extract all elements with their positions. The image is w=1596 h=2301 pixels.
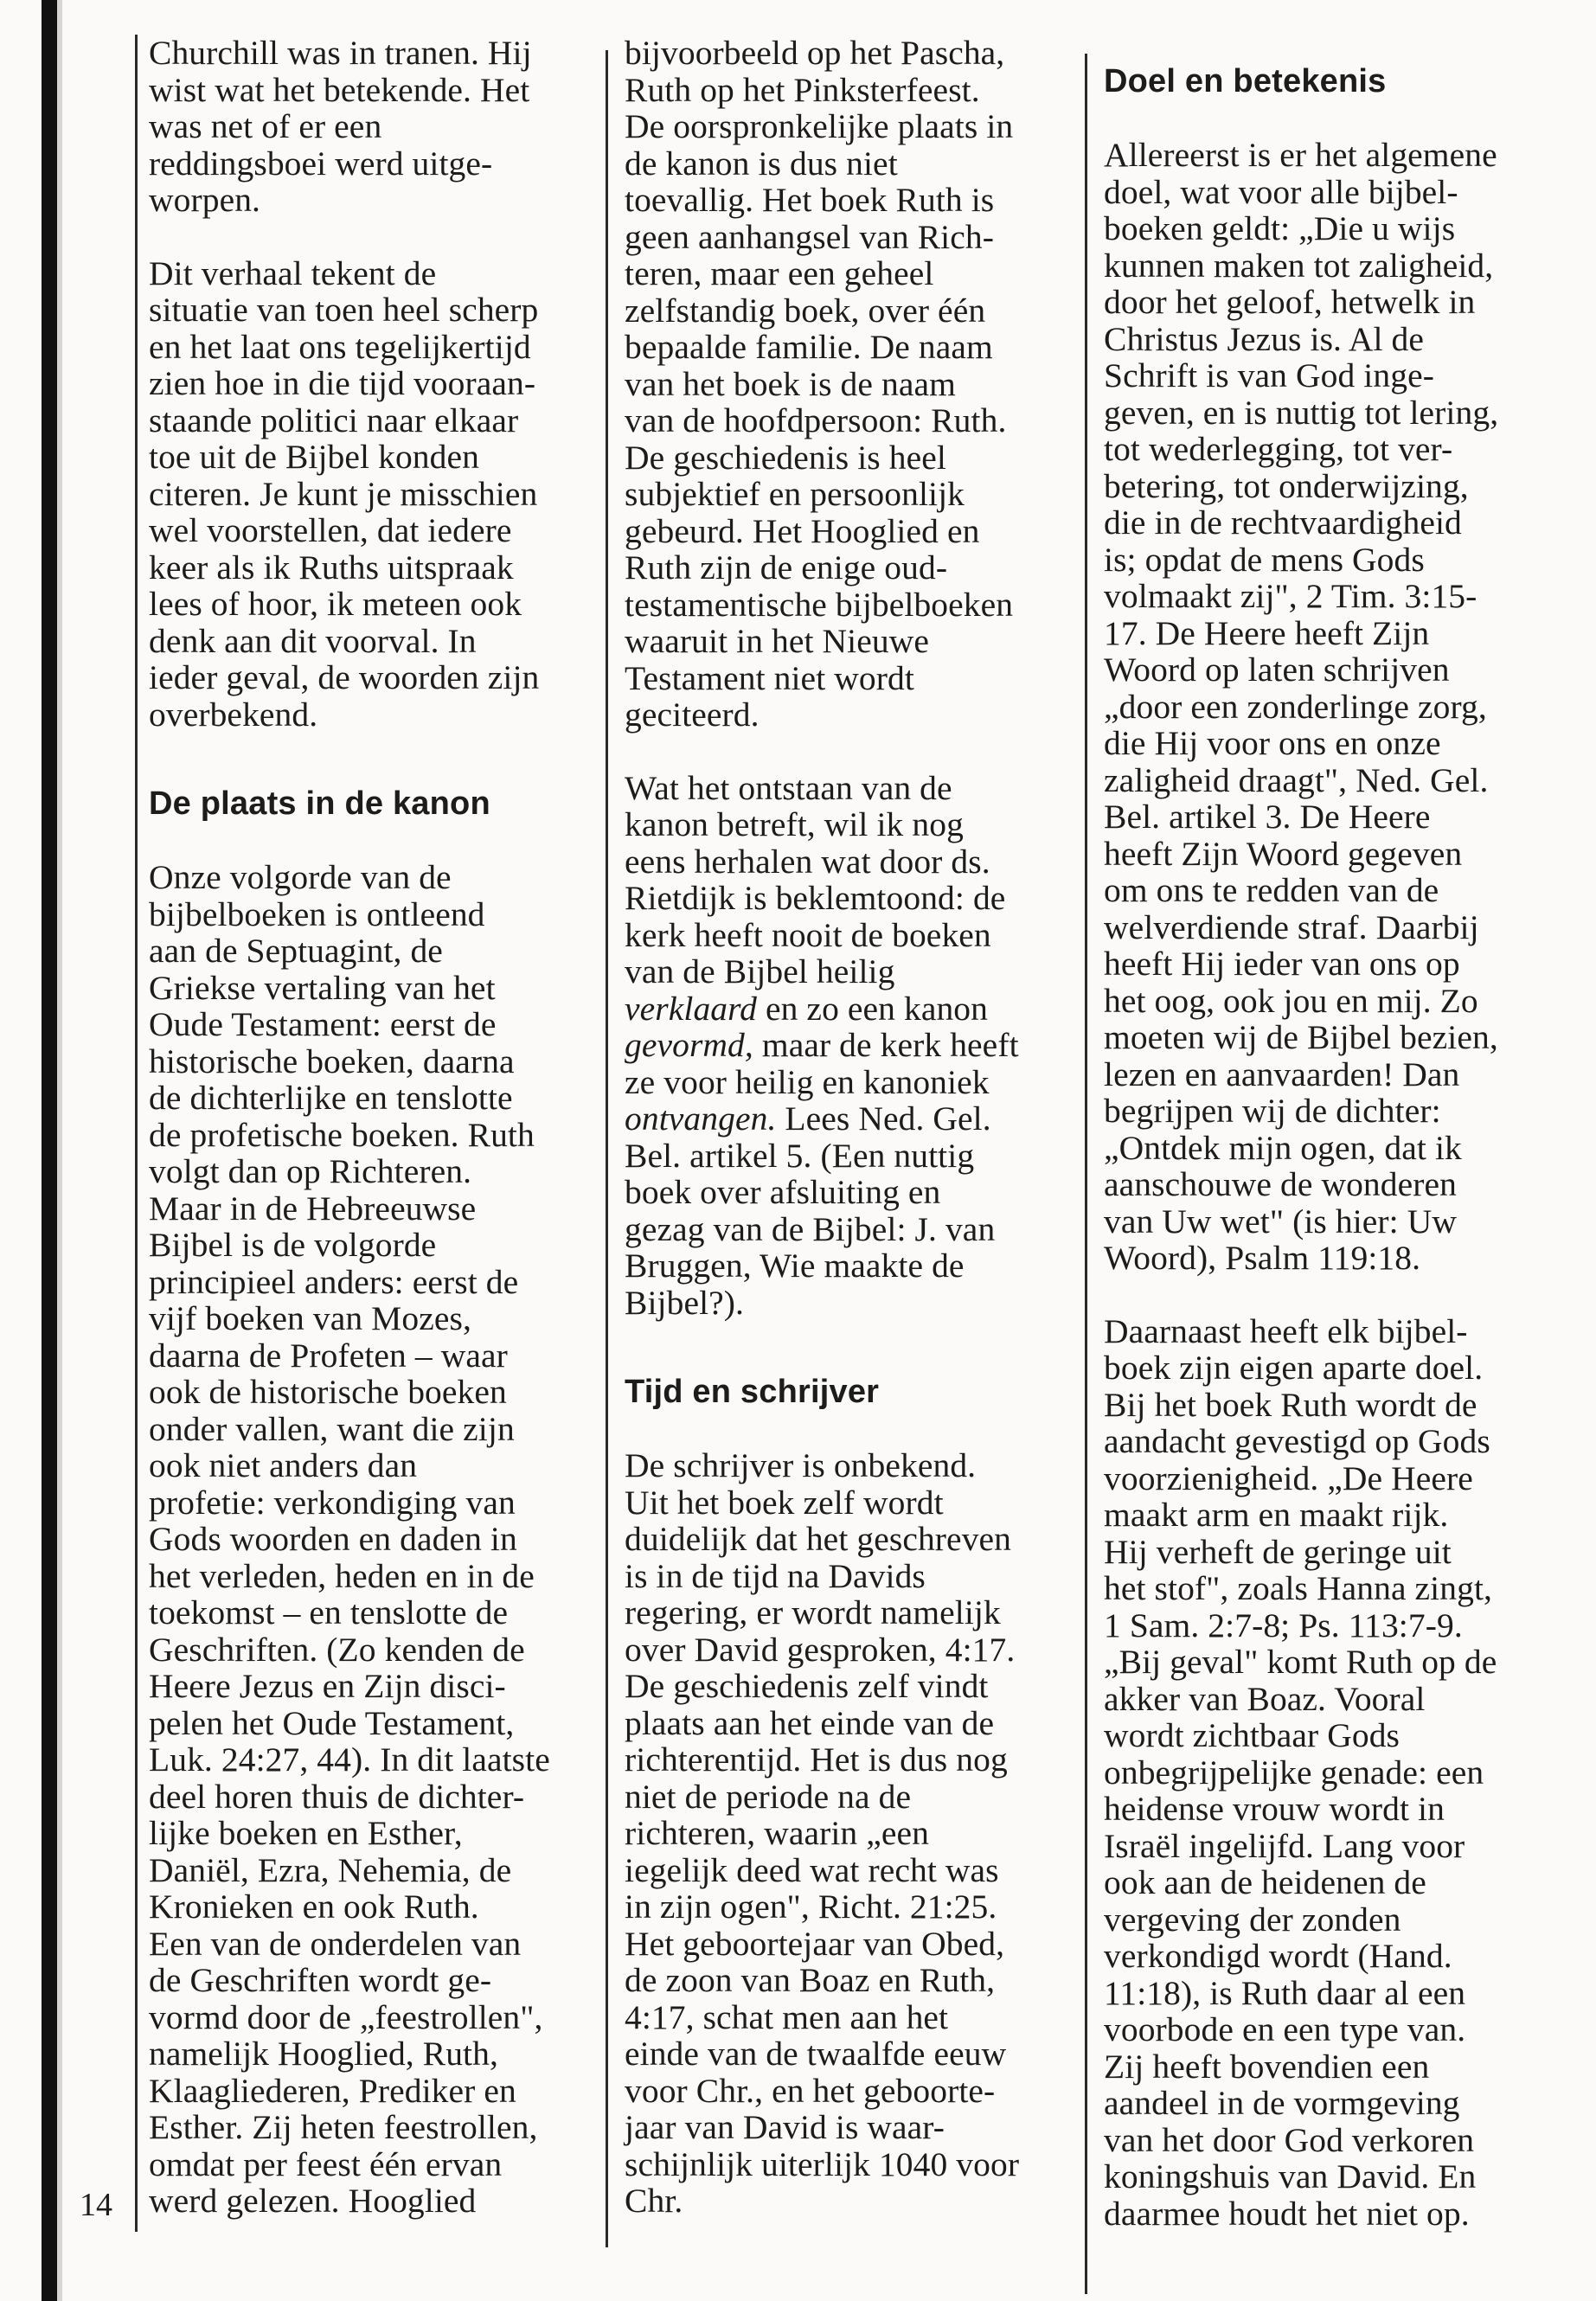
text-line: Christus Jezus is. Al de <box>1104 319 1424 358</box>
text-line: omdat per feest één ervan <box>149 2144 503 2183</box>
text-span: en zo een kanon <box>757 989 989 1028</box>
text-line: Griekse vertaling van het <box>149 968 496 1007</box>
text-line: onbegrijpelijke genade: een <box>1104 1753 1484 1791</box>
text-line: namelijk Hooglied, Ruth, <box>149 2035 498 2073</box>
text-line: citeren. Je kunt je misschien <box>149 474 538 513</box>
text-span: Lees Ned. Gel. <box>776 1099 991 1138</box>
text-line: wist wat het betekende. Het <box>149 70 530 109</box>
text-line: Ruth op het Pinksterfeest. <box>625 70 980 109</box>
italic-term: gevormd, <box>625 1026 753 1064</box>
text-line: De schrijver is onbekend. <box>625 1446 977 1484</box>
text-line: heeft Hij ieder van ons op <box>1104 945 1460 983</box>
text-line: bijvoorbeeld op het Pascha, <box>625 34 1005 72</box>
page-number: 14 <box>80 2187 112 2223</box>
column-3-paragraph-2 <box>1104 1313 1498 2233</box>
text-line: is in de tijd na Davids <box>625 1556 926 1595</box>
text-line: en het laat ons tegelijkertijd <box>149 327 531 366</box>
text-line: was net of er een <box>149 107 382 145</box>
text-line: volmaakt zij", 2 Tim. 3:15- <box>1104 577 1477 615</box>
text-line: zien hoe in die tijd vooraan- <box>149 364 536 402</box>
text-line: plaats aan het einde van de <box>625 1703 995 1742</box>
page-binding-shadow <box>57 0 62 2301</box>
text-line: toevallig. Het boek Ruth is <box>625 181 995 219</box>
column-3 <box>1104 62 1498 2232</box>
text-line: gezag van de Bijbel: J. van <box>625 1209 996 1248</box>
text-line: Woord), Psalm 119:18. <box>1104 1239 1421 1277</box>
text-line: keer als ik Ruths uitspraak <box>149 548 514 586</box>
text-line: niet de periode na de <box>625 1777 912 1816</box>
text-line: Ruth zijn de enige oud- <box>625 548 948 586</box>
text-line: teren, maar een geheel <box>625 254 934 292</box>
text-line: Churchill was in tranen. Hij <box>149 34 532 72</box>
text-line: jaar van David is waar- <box>625 2108 945 2146</box>
text-line: is; opdat de mens Gods <box>1104 540 1425 579</box>
text-line: Israël ingelijfd. Lang voor <box>1104 1826 1465 1865</box>
text-line: reddingsboei werd uitge- <box>149 144 493 183</box>
text-line: lijke boeken en Esther, <box>149 1814 463 1852</box>
text-line: Chr. <box>625 2182 683 2220</box>
text-line: tot wederlegging, tot ver- <box>1104 430 1453 468</box>
text-line: van het boek is de naam <box>625 364 956 403</box>
text-line: betering, tot onderwijzing, <box>1104 466 1469 505</box>
text-line: ze voor heilig en kanoniek <box>625 1062 990 1101</box>
text-line: de kanon is dus niet <box>625 144 898 183</box>
text-line: begrijpen wij de dichter: <box>1104 1092 1441 1130</box>
text-line: „door een zonderlinge zorg, <box>1104 687 1487 726</box>
text-line: waaruit in het Nieuwe <box>625 622 929 660</box>
italic-term: verklaard <box>625 989 757 1028</box>
text-line: om ons te redden van de <box>1104 871 1439 909</box>
text-line: door het geloof, hetwelk in <box>1104 283 1476 321</box>
text-line <box>625 1100 1019 1138</box>
text-line: voor Chr., en het geboorte- <box>625 2071 996 2110</box>
text-line: koningshuis van David. En <box>1104 2157 1477 2195</box>
column-2-paragraph-2 <box>625 770 1019 1322</box>
text-line: vormd door de „feestrollen", <box>149 1997 543 2036</box>
section-heading-doel: Doel en betekenis <box>1104 63 1387 99</box>
text-line: van de Bijbel heilig <box>625 952 895 990</box>
text-line: Gods woorden en daden in <box>149 1520 517 1558</box>
text-line: 17. De Heere heeft Zijn <box>1104 613 1430 652</box>
text-line: ook de historische boeken <box>149 1373 507 1411</box>
section-heading-kanon: De plaats in de kanon <box>149 785 490 822</box>
text-line: verkondigd wordt (Hand. <box>1104 1937 1452 1975</box>
text-line: geciteerd. <box>625 695 760 734</box>
text-line: toe uit de Bijbel konden <box>149 438 479 476</box>
text-line: het stof", zoals Hanna zingt, <box>1104 1569 1493 1607</box>
text-line: lezen en aanvaarden! Dan <box>1104 1054 1460 1093</box>
text-line: lees of hoor, ik meteen ook <box>149 585 522 623</box>
text-line: Bijbel?). <box>625 1283 745 1322</box>
text-line: heidense vrouw wordt in <box>1104 1790 1445 1828</box>
text-line: het oog, ook jou en mij. Zo <box>1104 981 1478 1020</box>
text-line: testamentische bijbelboeken <box>625 585 1014 624</box>
text-line: Zij heeft bovendien een <box>1104 2047 1430 2086</box>
text-line: Oude Testament: eerst de <box>149 1005 497 1043</box>
text-line: het verleden, heden en in de <box>149 1556 535 1595</box>
text-line: „Bij geval" komt Ruth op de <box>1104 1643 1497 1681</box>
text-line: geen aanhangsel van Rich- <box>625 217 994 256</box>
column-1-intro-paragraph <box>149 35 550 219</box>
text-line: Daarnaast heeft elk bijbel- <box>1104 1311 1468 1350</box>
text-line: toekomst – en tenslotte de <box>149 1593 509 1631</box>
text-line: situatie van toen heel scherp <box>149 291 539 329</box>
text-line: staande politici naar elkaar <box>149 401 519 439</box>
text-line: worpen. <box>149 181 261 219</box>
text-line: De geschiedenis is heel <box>625 438 946 477</box>
text-line: pelen het Oude Testament, <box>149 1703 515 1742</box>
text-line: zelfstandig boek, over één <box>625 291 986 330</box>
column-rule-middle <box>606 50 608 2247</box>
text-line: wel voorstellen, dat iedere <box>149 511 512 549</box>
text-line: regering, er wordt namelijk <box>625 1593 1001 1631</box>
text-line: akker van Boaz. Vooral <box>1104 1679 1426 1718</box>
italic-term: ontvangen. <box>625 1099 777 1138</box>
text-line: Schrift is van God inge- <box>1104 356 1434 394</box>
text-line: Esther. Zij heten feestrollen, <box>149 2108 538 2146</box>
text-line: Klaagliederen, Prediker en <box>149 2071 516 2110</box>
text-line: zaligheid draagt", Ned. Gel. <box>1104 760 1489 799</box>
text-span: maar de kerk heeft <box>753 1026 1019 1064</box>
text-line: aan de Septuagint, de <box>149 932 443 970</box>
text-line: Een van de onderdelen van <box>149 1924 522 1963</box>
text-line: over David gesproken, 4:17. <box>625 1630 1016 1669</box>
section-heading-tijd: Tijd en schrijver <box>625 1374 880 1410</box>
text-line: Heere Jezus en Zijn disci- <box>149 1667 506 1705</box>
text-line: boek over afsluiting en <box>625 1173 941 1211</box>
column-3-paragraph-1 <box>1104 137 1498 1277</box>
text-line: de dichterlijke en tenslotte <box>149 1079 513 1117</box>
text-line: „Ontdek mijn ogen, dat ik <box>1104 1128 1462 1167</box>
text-line: daarna de Profeten – waar <box>149 1336 508 1375</box>
text-line: Bij het boek Ruth wordt de <box>1104 1385 1477 1424</box>
text-line: doel, wat voor alle bijbel- <box>1104 172 1458 211</box>
text-line: van het door God verkoren <box>1104 2120 1475 2159</box>
text-line: aandacht gevestigd op Gods <box>1104 1422 1490 1460</box>
column-rule-left <box>135 35 138 2232</box>
text-line: duidelijk dat het geschreven <box>625 1520 1012 1558</box>
column-1-paragraph-3 <box>149 859 550 2220</box>
text-line: aanschouwe de wonderen <box>1104 1165 1458 1203</box>
text-line: De oorspronkelijke plaats in <box>625 107 1014 145</box>
text-line: die Hij voor ons en onze <box>1104 724 1441 762</box>
text-line: van Uw wet" (is hier: Uw <box>1104 1202 1457 1240</box>
text-line: Testament niet wordt <box>625 658 914 697</box>
text-line: De geschiedenis zelf vindt <box>625 1667 989 1705</box>
text-line: subjektief en persoonlijk <box>625 475 965 513</box>
text-line: Bel. artikel 5. (Een nuttig <box>625 1136 975 1175</box>
column-2 <box>625 35 1019 2220</box>
text-line: aandeel in de vormgeving <box>1104 2084 1460 2122</box>
text-line: kanon betreft, wil ik nog <box>625 805 964 843</box>
text-line: de Geschriften wordt ge- <box>149 1961 492 1999</box>
text-line <box>625 1027 1019 1064</box>
text-line: ook aan de heidenen de <box>1104 1863 1426 1901</box>
text-line: Maar in de Hebreeuwse <box>149 1189 477 1227</box>
text-line: boeken geldt: „Die u wijs <box>1104 209 1456 247</box>
text-line: Wat het ontstaan van de <box>625 768 952 807</box>
text-line: maakt arm en maakt rijk. <box>1104 1496 1449 1534</box>
text-line: Kronieken en ook Ruth. <box>149 1888 479 1926</box>
column-1-paragraph-2 <box>149 255 550 734</box>
text-line: die in de rechtvaardigheid <box>1104 503 1462 542</box>
text-line: vijf boeken van Mozes, <box>149 1299 471 1337</box>
text-line: werd gelezen. Hooglied <box>149 2182 477 2220</box>
text-line: einde van de twaalfde eeuw <box>625 2035 1007 2073</box>
text-line: Woord op laten schrijven <box>1104 651 1450 689</box>
text-line: principieel anders: eerst de <box>149 1262 519 1301</box>
text-line: Luk. 24:27, 44). In dit laatste <box>149 1740 550 1779</box>
text-line: volgt dan op Richteren. <box>149 1152 472 1190</box>
column-2-paragraph-1 <box>625 35 1019 734</box>
text-line: Allereerst is er het algemene <box>1104 136 1497 174</box>
text-line: boek zijn eigen aparte doel. <box>1104 1349 1484 1387</box>
text-line: voorzienigheid. „De Heere <box>1104 1458 1473 1497</box>
text-line: richteren, waarin „een <box>625 1814 929 1852</box>
text-line: 11:18), is Ruth daar al een <box>1104 1973 1466 2012</box>
text-line: bijbelboeken is ontleend <box>149 894 485 933</box>
text-line: historische boeken, daarna <box>149 1042 515 1080</box>
text-line: iegelijk deed wat recht was <box>625 1850 999 1889</box>
column-2-paragraph-3 <box>625 1447 1019 2220</box>
text-line: bepaalde familie. De naam <box>625 328 993 366</box>
text-line: Rietdijk is beklemtoond: de <box>625 879 1006 917</box>
text-line: Hij verheft de geringe uit <box>1104 1532 1452 1571</box>
page-binding-edge <box>42 0 57 2301</box>
text-line: gebeurd. Het Hooglied en <box>625 511 980 550</box>
text-line: moeten wij de Bijbel bezien, <box>1104 1018 1498 1056</box>
text-line: daarmee houdt het niet op. <box>1104 2194 1470 2233</box>
text-line: ook niet anders dan <box>149 1446 418 1484</box>
text-line: heeft Zijn Woord gegeven <box>1104 834 1463 873</box>
text-line: richterentijd. Het is dus nog <box>625 1740 1008 1779</box>
text-line: denk aan dit voorval. In <box>149 621 477 660</box>
text-line: Dit verhaal tekent de <box>149 253 437 292</box>
column-1 <box>149 35 550 2220</box>
text-line: geven, en is nuttig tot lering, <box>1104 393 1499 432</box>
text-line: Daniël, Ezra, Nehemia, de <box>149 1850 512 1889</box>
text-line: onder vallen, want die zijn <box>149 1409 515 1448</box>
text-line: schijnlijk uiterlijk 1040 voor <box>625 2144 1020 2183</box>
text-line <box>625 990 1019 1028</box>
text-line: deel horen thuis de dichter- <box>149 1777 525 1816</box>
text-line: voorbode en een type van. <box>1104 2010 1466 2048</box>
text-line: in zijn ogen", Richt. 21:25. <box>625 1888 997 1926</box>
text-line: Bruggen, Wie maakte de <box>625 1247 965 1285</box>
text-line: de profetische boeken. Ruth <box>149 1115 535 1154</box>
text-line: 1 Sam. 2:7-8; Ps. 113:7-9. <box>1104 1606 1463 1644</box>
text-line: overbekend. <box>149 695 318 734</box>
text-line: Uit het boek zelf wordt <box>625 1483 944 1522</box>
text-line: van de hoofdpersoon: Ruth. <box>625 401 1007 439</box>
column-rule-right <box>1085 54 1087 2294</box>
text-line: welverdiende straf. Daarbij <box>1104 907 1479 946</box>
text-line: 4:17, schat men aan het <box>625 1997 949 2036</box>
text-line: de zoon van Boaz en Ruth, <box>625 1961 996 1999</box>
text-line: eens herhalen wat door ds. <box>625 842 990 881</box>
text-line: vergeving der zonden <box>1104 1900 1401 1939</box>
text-line: wordt zichtbaar Gods <box>1104 1716 1401 1754</box>
text-line: Het geboortejaar van Obed, <box>625 1924 1005 1963</box>
text-line: ieder geval, de woorden zijn <box>149 658 540 696</box>
text-line: Bijbel is de volgorde <box>149 1226 437 1264</box>
text-line: Geschriften. (Zo kenden de <box>149 1630 525 1669</box>
text-line: profetie: verkondiging van <box>149 1483 516 1522</box>
text-line: kerk heeft nooit de boeken <box>625 915 991 954</box>
text-line: Bel. artikel 3. De Heere <box>1104 798 1431 836</box>
text-line: Onze volgorde van de <box>149 858 452 896</box>
text-line: kunnen maken tot zaligheid, <box>1104 246 1494 285</box>
